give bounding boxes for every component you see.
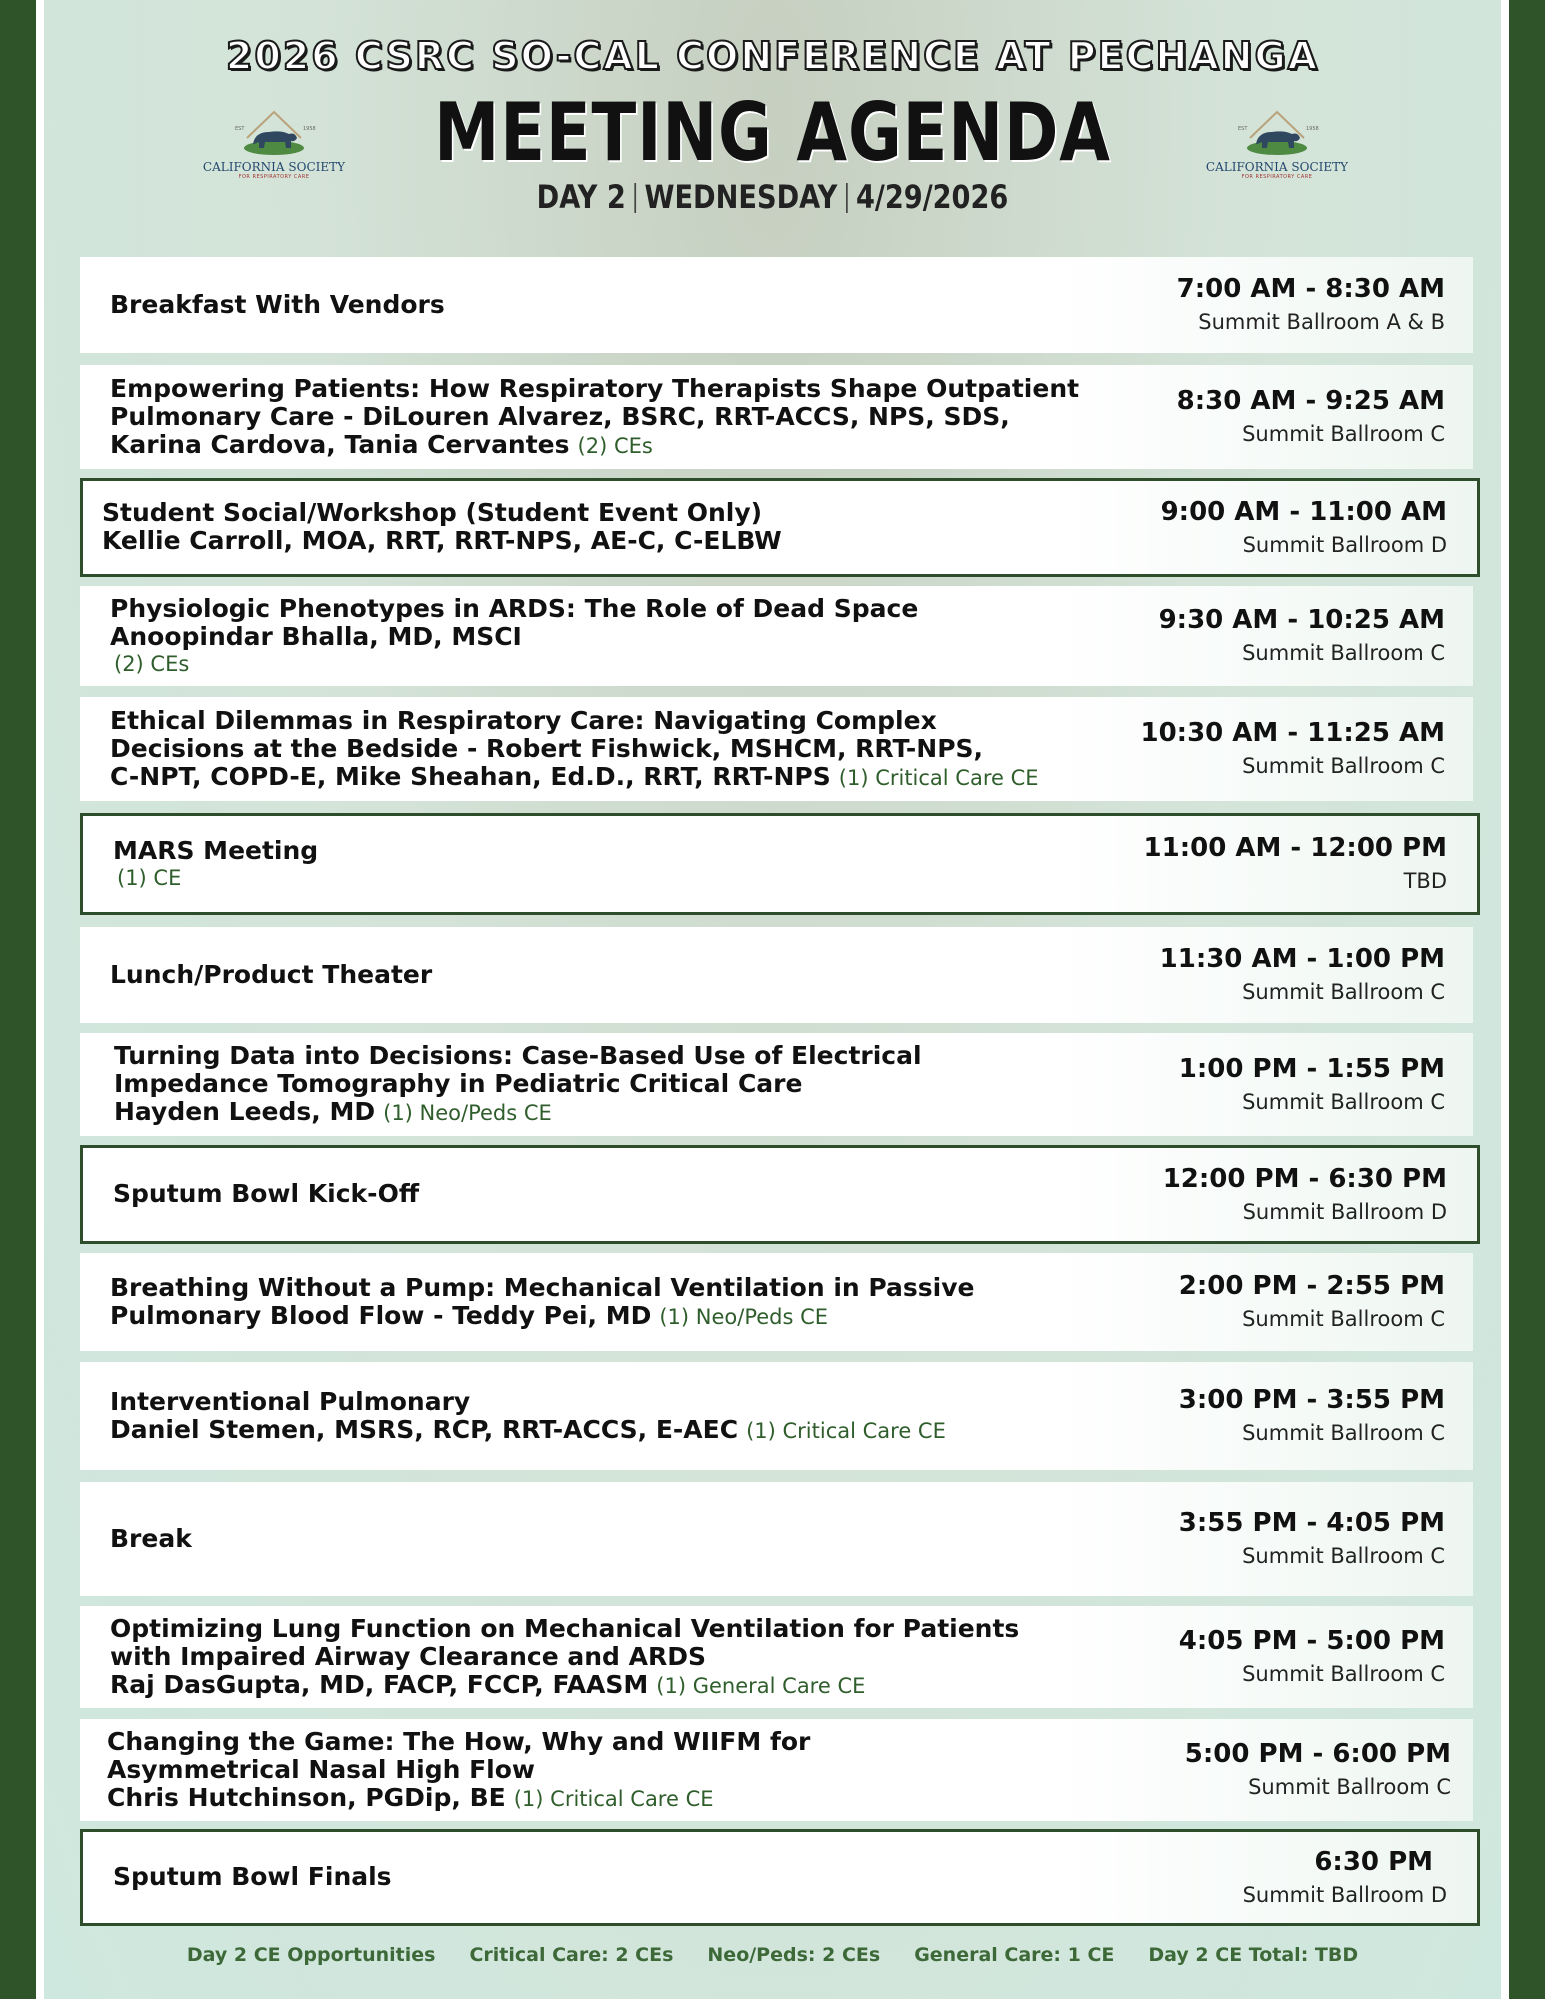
- svg-text:1958: 1958: [303, 126, 316, 132]
- footer-neo-peds: Neo/Peds: 2 CEs: [707, 1944, 881, 1966]
- session-time: 3:55 PM - 4:05 PM: [1178, 1508, 1445, 1538]
- csrc-logo-left: [194, 108, 354, 180]
- frame-stripe-left: [36, 0, 44, 1999]
- session-title: Optimizing Lung Function on Mechanical Ventilation for Patients with Impaired Airway Clearance and ARDS Raj DasGupta, MD, FACP, FCCP, FAASM (1) General Care CE: [110, 1613, 1020, 1699]
- svg-text:EST: EST: [1238, 126, 1248, 132]
- session-location: TBD: [1403, 869, 1447, 893]
- session-row: [80, 1253, 1473, 1351]
- ce-label: (1) Neo/Peds CE: [659, 1304, 829, 1329]
- session-row: [80, 697, 1473, 801]
- date-label: 4/29/2026: [855, 178, 1009, 216]
- logo-name: CALIFORNIA SOCIETY: [1205, 160, 1349, 174]
- session-row: [80, 365, 1473, 469]
- session-location: Summit Ballroom C: [1242, 1544, 1445, 1568]
- session-row: [80, 813, 1480, 915]
- session-title: Break: [110, 1523, 192, 1553]
- session-title: Turning Data into Decisions: Case-Based Use of Electrical Impedance Tomography in Pediatric Critical Care Hayden Leeds, MD (1) Neo/Peds CE: [114, 1041, 922, 1126]
- session-time: 3:00 PM - 3:55 PM: [1178, 1385, 1445, 1415]
- session-location: Summit Ballroom C: [1242, 422, 1445, 446]
- session-time: 5:00 PM - 6:00 PM: [1184, 1739, 1451, 1769]
- ce-label: (1) CE: [117, 866, 182, 890]
- ce-label: (1) Critical Care CE: [746, 1418, 946, 1443]
- footer-total: Day 2 CE Total: TBD: [1148, 1944, 1359, 1966]
- frame-stripe-right: [1501, 0, 1509, 1999]
- csrc-logo-right: [1197, 108, 1357, 180]
- ce-label: (1) General Care CE: [656, 1673, 866, 1698]
- session-location: Summit Ballroom D: [1242, 532, 1447, 557]
- logo-subtitle: FOR RESPIRATORY CARE: [1241, 174, 1313, 180]
- session-location: Summit Ballroom C: [1242, 1089, 1445, 1114]
- session-title: Ethical Dilemmas in Respiratory Care: Navigating Complex Decisions at the Bedside - Robert Fishwick, MSHCM, RRT-NPS, C-NPT, COPD-E, Mike Sheahan, Ed.D., RRT, RRT-NPS (1) Critical Care CE: [110, 705, 1039, 791]
- session-row: [80, 1829, 1480, 1926]
- bear-logo-icon: [229, 108, 319, 158]
- day-line: [153, 178, 1391, 216]
- session-row: [80, 257, 1473, 353]
- svg-text:1958: 1958: [1306, 126, 1319, 132]
- session-row: [80, 478, 1480, 577]
- session-time: 7:00 AM - 8:30 AM: [1176, 274, 1445, 304]
- weekday-label: WEDNESDAY: [644, 178, 838, 216]
- session-location: Summit Ballroom C: [1242, 980, 1445, 1004]
- session-title: Breathing Without a Pump: Mechanical Ventilation in Passive Pulmonary Blood Flow - Teddy Pei, MD (1) Neo/Peds CE: [110, 1272, 975, 1330]
- logo-name: CALIFORNIA SOCIETY: [202, 160, 346, 174]
- session-title: Student Social/Workshop (Student Event Only) Kellie Carroll, MOA, RRT, RRT-NPS, AE-C, C-ELBW: [102, 498, 782, 555]
- ce-label: (2) CEs: [577, 433, 653, 458]
- session-row: [80, 1482, 1473, 1596]
- ce-label: (1) Critical Care CE: [838, 765, 1039, 790]
- session-row: [80, 1145, 1480, 1244]
- session-location: Summit Ballroom C: [1242, 1307, 1445, 1331]
- agenda-page: [44, 0, 1501, 1999]
- session-title: Sputum Bowl Finals: [113, 1862, 392, 1891]
- session-title: MARS Meeting (1) CE: [113, 837, 1183, 891]
- session-title: Empowering Patients: How Respiratory Therapists Shape Outpatient Pulmonary Care - DiLouren Alvarez, BSRC, RRT-ACCS, NPS, SDS, Karina Cardova, Tania Cervantes (2) CEs: [110, 373, 1080, 459]
- session-title: Sputum Bowl Kick-Off: [113, 1179, 420, 1208]
- session-location: Summit Ballroom A & B: [1198, 310, 1445, 334]
- session-time: 6:30 PM: [1314, 1846, 1433, 1877]
- session-row: [80, 586, 1473, 686]
- divider: [634, 183, 636, 213]
- logo-subtitle: FOR RESPIRATORY CARE: [238, 174, 310, 180]
- session-row: [80, 1719, 1473, 1821]
- footer-heading: Day 2 CE Opportunities: [186, 1944, 436, 1966]
- ce-label: (1) Neo/Peds CE: [383, 1101, 552, 1125]
- session-time: 8:30 AM - 9:25 AM: [1176, 386, 1445, 416]
- footer-critical-care: Critical Care: 2 CEs: [469, 1944, 674, 1966]
- session-time: 11:30 AM - 1:00 PM: [1159, 944, 1445, 974]
- svg-text:EST: EST: [235, 126, 245, 132]
- day-label: DAY 2: [536, 178, 626, 216]
- conference-title: 2026 CSRC SO-CAL CONFERENCE AT PECHANGA: [225, 34, 1320, 78]
- session-location: Summit Ballroom C: [1242, 1662, 1445, 1686]
- session-row: [80, 1606, 1473, 1708]
- ce-label: (2) CEs: [114, 652, 190, 676]
- divider: [846, 183, 848, 213]
- session-title: Physiologic Phenotypes in ARDS: The Role of Dead Space Anoopindar Bhalla, MD, MSCI (2) CEs: [110, 595, 1180, 677]
- session-location: Summit Ballroom C: [1242, 1421, 1445, 1445]
- session-title: Breakfast With Vendors: [110, 289, 445, 319]
- page-title: MEETING AGENDA: [434, 86, 1111, 179]
- session-time: 2:00 PM - 2:55 PM: [1178, 1271, 1445, 1301]
- session-title: Interventional Pulmonary Daniel Stemen, MSRS, RCP, RRT-ACCS, E-AEC (1) Critical Care CE: [110, 1386, 946, 1444]
- bear-logo-icon: [1232, 108, 1322, 158]
- session-time: 1:00 PM - 1:55 PM: [1178, 1053, 1445, 1084]
- session-time: 4:05 PM - 5:00 PM: [1178, 1626, 1445, 1656]
- session-row: [80, 1033, 1473, 1136]
- footer-general-care: General Care: 1 CE: [914, 1944, 1115, 1966]
- session-location: Summit Ballroom C: [1248, 1775, 1451, 1799]
- ce-summary-footer: [44, 1944, 1501, 1966]
- session-time: 10:30 AM - 11:25 AM: [1140, 718, 1445, 748]
- session-location: Summit Ballroom C: [1242, 641, 1445, 665]
- session-time: 9:00 AM - 11:00 AM: [1160, 496, 1447, 527]
- session-time: 9:30 AM - 10:25 AM: [1158, 605, 1445, 635]
- session-location: Summit Ballroom D: [1242, 1199, 1447, 1224]
- session-time: 11:00 AM - 12:00 PM: [1143, 833, 1447, 863]
- session-row: [80, 1362, 1473, 1470]
- session-title: Lunch/Product Theater: [110, 959, 433, 989]
- session-title: Changing the Game: The How, Why and WIIFM for Asymmetrical Nasal High Flow Chris Hutchinson, PGDip, BE (1) Critical Care CE: [107, 1726, 811, 1812]
- session-location: Summit Ballroom D: [1242, 1882, 1447, 1907]
- session-location: Summit Ballroom C: [1242, 754, 1445, 778]
- ce-label: (1) Critical Care CE: [513, 1786, 714, 1811]
- session-time: 12:00 PM - 6:30 PM: [1162, 1163, 1447, 1194]
- session-row: [80, 927, 1473, 1023]
